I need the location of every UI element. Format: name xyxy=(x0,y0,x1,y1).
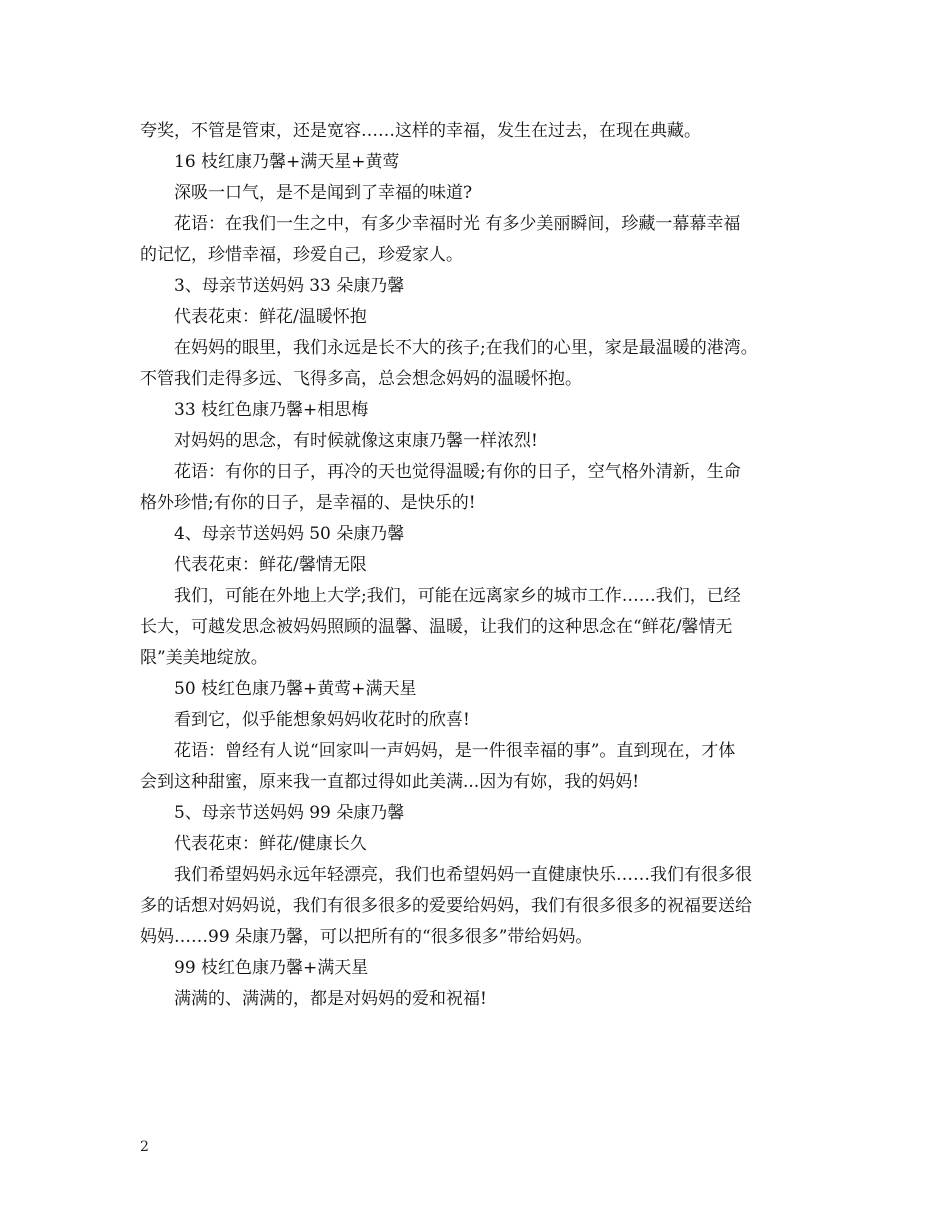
text-line-22: 会到这种甜蜜，原来我一直都过得如此美满...因为有妳，我的妈妈! xyxy=(140,772,640,792)
text-line-8: 在妈妈的眼里，我们永远是长不大的孩子;在我们的心里，家是最温暖的港湾。 xyxy=(174,338,758,358)
text-line-11: 对妈妈的思念，有时候就像这束康乃馨一样浓烈! xyxy=(174,431,538,451)
text-line-10: 33 枝红色康乃馨+相思梅 xyxy=(174,400,369,420)
text-line-27: 妈妈……99 朵康乃馨，可以把所有的“很多很多”带给妈妈。 xyxy=(140,927,593,947)
text-line-17: 长大，可越发思念被妈妈照顾的温馨、温暖，让我们的这种思念在“鲜花/馨情无 xyxy=(140,617,733,637)
text-line-7: 代表花束：鲜花/温暖怀抱 xyxy=(174,307,367,327)
text-line-20: 看到它，似乎能想象妈妈收花时的欣喜! xyxy=(174,710,470,730)
text-line-4: 花语：在我们一生之中，有多少幸福时光 有多少美丽瞬间，珍藏一幕幕幸福 xyxy=(174,214,741,234)
text-line-16: 我们，可能在外地上大学;我们，可能在远离家乡的城市工作……我们，已经 xyxy=(174,586,741,606)
text-line-9: 不管我们走得多远、飞得多高，总会想念妈妈的温暖怀抱。 xyxy=(140,369,582,389)
text-line-18: 限”美美地绽放。 xyxy=(140,648,268,668)
section-heading-4: 4、母亲节送妈妈 50 朵康乃馨 xyxy=(174,524,405,544)
text-line-19: 50 枝红色康乃馨+黄莺+满天星 xyxy=(174,679,417,699)
text-line-29: 满满的、满满的，都是对妈妈的爱和祝福! xyxy=(174,989,487,1009)
text-line-21: 花语：曾经有人说“回家叫一声妈妈，是一件很幸福的事”。直到现在，才体 xyxy=(174,741,736,761)
text-line-12: 花语：有你的日子，再冷的天也觉得温暖;有你的日子，空气格外清新，生命 xyxy=(174,462,741,482)
text-line-26: 多的话想对妈妈说，我们有很多很多的爱要给妈妈，我们有很多很多的祝福要送给 xyxy=(140,896,752,916)
text-line-15: 代表花束：鲜花/馨情无限 xyxy=(174,555,367,575)
section-heading-3: 3、母亲节送妈妈 33 朵康乃馨 xyxy=(174,276,405,296)
page-number: 2 xyxy=(140,1139,149,1155)
text-line-5: 的记忆，珍惜幸福，珍爱自己，珍爱家人。 xyxy=(140,245,463,265)
text-line-25: 我们希望妈妈永远年轻漂亮，我们也希望妈妈一直健康快乐……我们有很多很 xyxy=(174,865,752,885)
text-line-3: 深吸一口气，是不是闻到了幸福的味道? xyxy=(174,183,473,203)
text-line-2: 16 枝红康乃馨+满天星+黄莺 xyxy=(174,152,400,172)
text-line-13: 格外珍惜;有你的日子，是幸福的、是快乐的! xyxy=(140,493,476,513)
text-line-1: 夸奖，不管是管束，还是宽容……这样的幸福，发生在过去，在现在典藏。 xyxy=(140,121,701,141)
text-line-24: 代表花束：鲜花/健康长久 xyxy=(174,834,367,854)
text-line-28: 99 枝红色康乃馨+满天星 xyxy=(174,958,369,978)
document-body xyxy=(140,116,812,1015)
section-heading-5: 5、母亲节送妈妈 99 朵康乃馨 xyxy=(174,803,405,823)
